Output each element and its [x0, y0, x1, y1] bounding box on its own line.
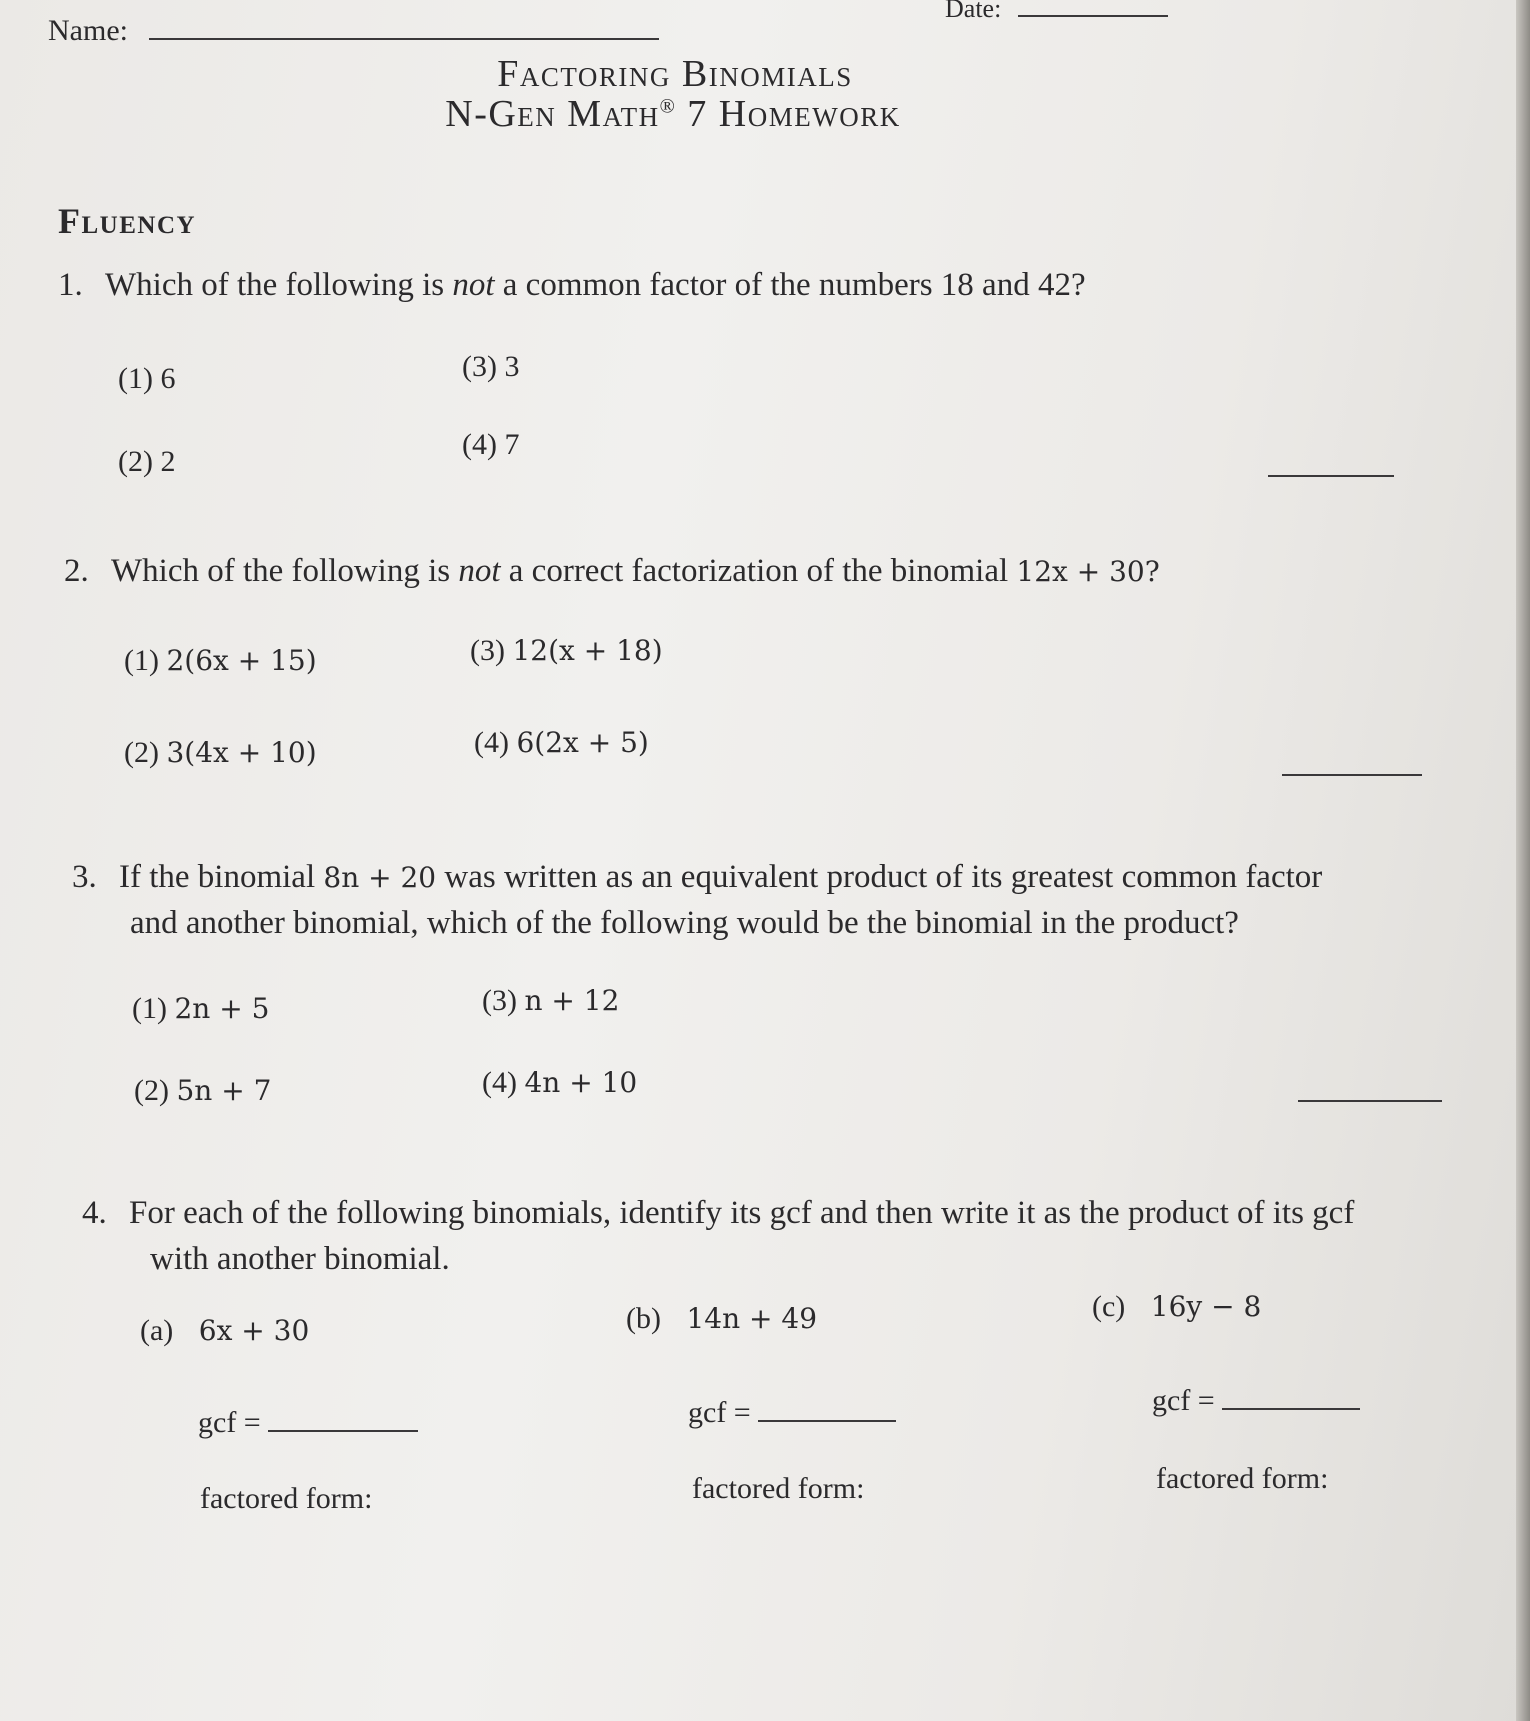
option-value: n + 12 [524, 984, 620, 1017]
option-value: 3(4x + 10) [166, 736, 317, 769]
q4a-gcf-blank[interactable] [268, 1430, 418, 1432]
question-text: Which of the following is [105, 267, 453, 303]
q4-part-b [626, 1302, 817, 1336]
option-value: 5n + 7 [176, 1074, 272, 1107]
question-number: 4. [82, 1195, 107, 1231]
question-emphasis: not [458, 553, 501, 589]
gcf-label: gcf = [198, 1406, 261, 1439]
option-label: (3) [462, 350, 497, 383]
question-number: 1. [58, 267, 83, 303]
question-4-line-2: with another binomial. [150, 1241, 450, 1277]
question-3 [72, 854, 1322, 901]
question-expression: 8n + 20 [323, 861, 437, 894]
q3-option-4[interactable] [482, 1066, 637, 1100]
option-value: 7 [504, 428, 520, 461]
gcf-label: gcf = [688, 1396, 751, 1429]
part-label: (c) [1092, 1290, 1126, 1323]
q1-option-1[interactable] [118, 362, 175, 396]
question-3-line-2: and another binomial, which of the following would be the binomial in the product? [130, 905, 1239, 941]
option-value: 2n + 5 [174, 992, 270, 1025]
q4-part-c [1092, 1290, 1261, 1324]
question-emphasis: not [452, 267, 495, 303]
option-value: 3 [504, 350, 520, 383]
option-label: (3) [470, 634, 505, 667]
date-blank[interactable] [1018, 15, 1168, 17]
option-label: (1) [132, 992, 167, 1025]
q4c-gcf-blank[interactable] [1222, 1408, 1360, 1410]
q4b-gcf-blank[interactable] [758, 1420, 896, 1422]
q2-option-2[interactable] [124, 736, 317, 770]
question-4 [82, 1190, 1354, 1236]
q2-option-4[interactable] [474, 726, 649, 760]
option-label: (1) [124, 644, 159, 677]
q2-answer-blank[interactable] [1282, 774, 1422, 776]
part-label: (a) [140, 1314, 174, 1347]
option-value: 4n + 10 [524, 1066, 638, 1099]
q2-option-1[interactable] [124, 644, 317, 678]
worksheet-title: Factoring Binomials [497, 53, 853, 95]
question-text: If the binomial [119, 859, 324, 895]
q1-option-4[interactable] [462, 428, 519, 462]
q4-part-a [140, 1314, 309, 1348]
name-label: Name: [48, 14, 128, 47]
q3-option-2[interactable] [134, 1074, 271, 1108]
question-text: For each of the following binomials, identify its gcf and then write it as the product of its gcf [129, 1195, 1355, 1231]
option-label: (3) [482, 984, 517, 1017]
option-value: 2 [160, 445, 176, 478]
q4b-factored-label: factored form: [692, 1472, 865, 1505]
option-value: 6(2x + 5) [516, 726, 649, 759]
q4c-factored-label: factored form: [1156, 1462, 1329, 1495]
question-text: a common factor of the numbers 18 and 42? [494, 267, 1086, 303]
section-heading: Fluency [58, 201, 197, 241]
part-label: (b) [626, 1302, 661, 1335]
q4a-gcf [198, 1406, 418, 1440]
question-number: 2. [64, 553, 89, 589]
registered-mark: ® [659, 95, 677, 118]
q4a-factored-label: factored form: [200, 1482, 373, 1515]
subtitle-suffix: 7 Homework [676, 93, 901, 135]
part-expression: 16y − 8 [1150, 1290, 1262, 1323]
name-field [48, 14, 659, 48]
option-label: (4) [482, 1066, 517, 1099]
option-label: (2) [124, 736, 159, 769]
q3-option-1[interactable] [132, 992, 269, 1026]
q3-option-3[interactable] [482, 984, 619, 1018]
q1-answer-blank[interactable] [1268, 475, 1394, 477]
q4b-gcf [688, 1396, 896, 1430]
question-expression: 12x + 30? [1016, 555, 1160, 588]
q1-option-2[interactable] [118, 445, 175, 479]
worksheet-subtitle [0, 92, 1438, 136]
page-edge-shadow [1516, 0, 1530, 1721]
option-value: 2(6x + 15) [166, 644, 317, 677]
option-value: 12(x + 18) [512, 634, 663, 667]
question-text: Which of the following is [111, 553, 459, 589]
question-2 [64, 548, 1160, 595]
q4c-gcf [1152, 1384, 1360, 1418]
option-label: (2) [134, 1074, 169, 1107]
question-text: was written as an equivalent product of its greatest common factor [436, 859, 1323, 895]
q1-option-3[interactable] [462, 350, 519, 384]
option-value: 6 [160, 362, 176, 395]
part-expression: 6x + 30 [198, 1314, 310, 1347]
question-number: 3. [72, 859, 97, 895]
date-label: Date: [945, 0, 1002, 23]
option-label: (4) [474, 726, 509, 759]
option-label: (2) [118, 445, 153, 478]
part-expression: 14n + 49 [686, 1302, 818, 1335]
question-1 [58, 262, 1086, 308]
option-label: (4) [462, 428, 497, 461]
name-blank[interactable] [149, 38, 659, 40]
q3-answer-blank[interactable] [1298, 1100, 1442, 1102]
option-label: (1) [118, 362, 153, 395]
date-field [945, 0, 1168, 24]
subtitle-prefix: N-Gen Math [445, 93, 660, 135]
q2-option-3[interactable] [470, 634, 663, 668]
gcf-label: gcf = [1152, 1384, 1215, 1417]
question-text: a correct factorization of the binomial [500, 553, 1017, 589]
